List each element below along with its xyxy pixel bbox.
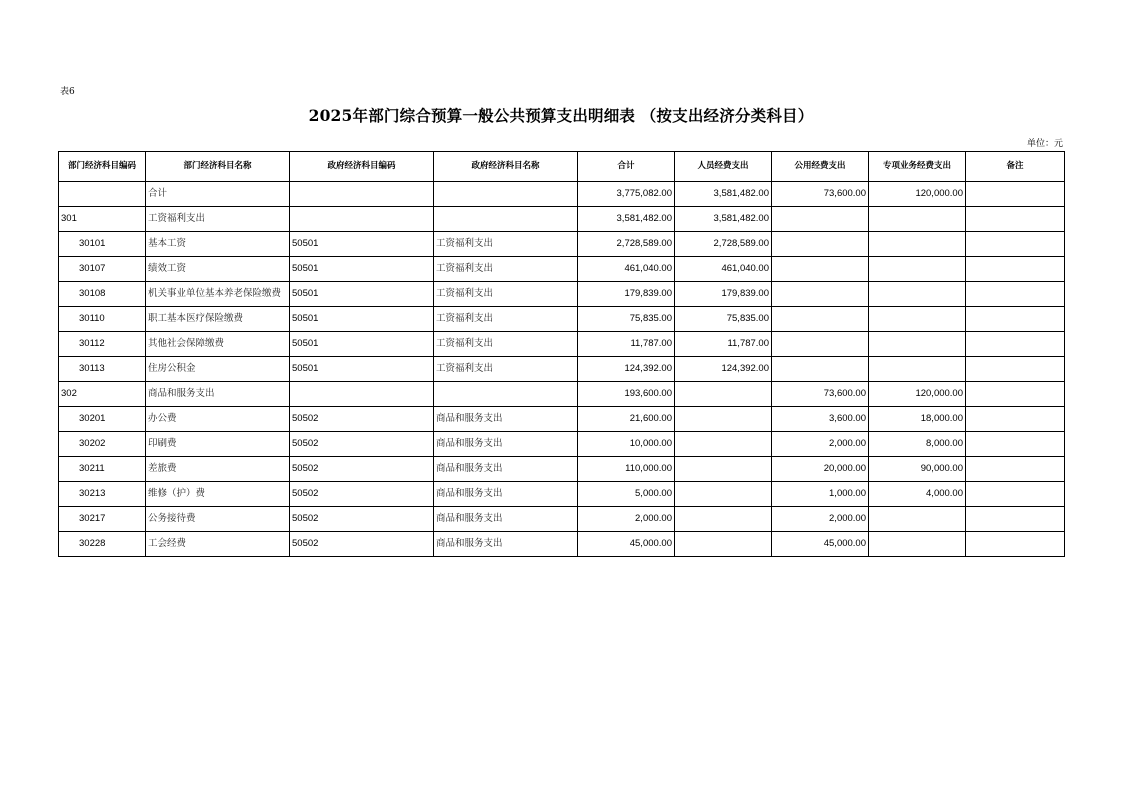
cell-public [772,307,869,332]
cell-dept-name: 合计 [146,182,290,207]
table-body [59,182,1065,557]
cell-gov-code: 50502 [290,507,434,532]
cell-gov-code: 50501 [290,357,434,382]
header-public: 公用经费支出 [772,152,869,182]
cell-gov-name: 工资福利支出 [434,307,578,332]
header-dept-code: 部门经济科目编码 [59,152,146,182]
cell-dept-name: 基本工资 [146,232,290,257]
cell-gov-name: 工资福利支出 [434,332,578,357]
cell-remark [966,382,1065,407]
cell-public [772,232,869,257]
cell-public: 73,600.00 [772,182,869,207]
cell-gov-name: 商品和服务支出 [434,457,578,482]
page-title: 2025年部门综合预算一般公共预算支出明细表 （按支出经济分类科目） [308,106,814,125]
cell-special [869,332,966,357]
cell-gov-code: 50501 [290,232,434,257]
table-row [59,207,1065,232]
cell-dept-name: 其他社会保障缴费 [146,332,290,357]
cell-gov-name: 商品和服务支出 [434,532,578,557]
table-row [59,482,1065,507]
cell-dept-code: 30213 [59,482,146,507]
cell-remark [966,457,1065,482]
cell-dept-name: 商品和服务支出 [146,382,290,407]
cell-remark [966,407,1065,432]
table-row [59,407,1065,432]
cell-gov-name [434,182,578,207]
cell-public: 2,000.00 [772,507,869,532]
cell-public [772,357,869,382]
cell-remark [966,232,1065,257]
cell-personnel [675,432,772,457]
cell-special [869,232,966,257]
cell-public [772,207,869,232]
header-gov-name: 政府经济科目名称 [434,152,578,182]
cell-total: 2,000.00 [578,507,675,532]
cell-special: 120,000.00 [869,182,966,207]
cell-total: 10,000.00 [578,432,675,457]
cell-personnel [675,407,772,432]
cell-remark [966,332,1065,357]
cell-dept-code: 302 [59,382,146,407]
cell-gov-name: 商品和服务支出 [434,507,578,532]
cell-dept-name: 工会经费 [146,532,290,557]
cell-special [869,532,966,557]
cell-dept-name: 维修（护）费 [146,482,290,507]
cell-total: 193,600.00 [578,382,675,407]
table-row [59,332,1065,357]
cell-dept-code [59,182,146,207]
cell-personnel: 2,728,589.00 [675,232,772,257]
cell-dept-code: 30228 [59,532,146,557]
cell-total: 5,000.00 [578,482,675,507]
table-row [59,507,1065,532]
table-row [59,357,1065,382]
cell-dept-name: 差旅费 [146,457,290,482]
cell-total: 45,000.00 [578,532,675,557]
cell-personnel [675,457,772,482]
cell-personnel: 3,581,482.00 [675,182,772,207]
cell-dept-code: 30201 [59,407,146,432]
cell-remark [966,432,1065,457]
cell-gov-code: 50501 [290,282,434,307]
cell-total: 461,040.00 [578,257,675,282]
cell-remark [966,257,1065,282]
table-number: 表6 [60,87,75,97]
cell-personnel: 75,835.00 [675,307,772,332]
cell-public: 73,600.00 [772,382,869,407]
cell-special [869,257,966,282]
cell-gov-code [290,207,434,232]
table-row [59,532,1065,557]
cell-special: 120,000.00 [869,382,966,407]
cell-gov-name: 商品和服务支出 [434,482,578,507]
header-special: 专项业务经费支出 [869,152,966,182]
cell-remark [966,207,1065,232]
cell-personnel [675,382,772,407]
cell-dept-code: 301 [59,207,146,232]
cell-personnel: 124,392.00 [675,357,772,382]
cell-dept-name: 住房公积金 [146,357,290,382]
cell-total: 2,728,589.00 [578,232,675,257]
cell-dept-name: 工资福利支出 [146,207,290,232]
cell-dept-code: 30113 [59,357,146,382]
cell-total: 3,775,082.00 [578,182,675,207]
cell-dept-name: 机关事业单位基本养老保险缴费 [146,282,290,307]
table-row [59,382,1065,407]
cell-personnel: 3,581,482.00 [675,207,772,232]
cell-special: 90,000.00 [869,457,966,482]
table-header-row [59,152,1065,182]
cell-gov-code [290,382,434,407]
expenditure-table [58,151,1065,557]
cell-dept-code: 30101 [59,232,146,257]
table-row [59,182,1065,207]
cell-gov-name: 工资福利支出 [434,357,578,382]
cell-personnel: 11,787.00 [675,332,772,357]
unit-label: 单位：元 [1026,139,1063,149]
cell-gov-name: 商品和服务支出 [434,407,578,432]
header-remark: 备注 [966,152,1065,182]
table-row [59,232,1065,257]
cell-gov-name: 工资福利支出 [434,232,578,257]
cell-public: 1,000.00 [772,482,869,507]
header-gov-code: 政府经济科目编码 [290,152,434,182]
cell-dept-code: 30217 [59,507,146,532]
cell-personnel [675,507,772,532]
cell-gov-name: 商品和服务支出 [434,432,578,457]
header-personnel: 人员经费支出 [675,152,772,182]
cell-special [869,507,966,532]
cell-special [869,357,966,382]
cell-total: 75,835.00 [578,307,675,332]
cell-remark [966,507,1065,532]
cell-special: 8,000.00 [869,432,966,457]
cell-dept-code: 30112 [59,332,146,357]
cell-dept-code: 30107 [59,257,146,282]
cell-gov-name: 工资福利支出 [434,257,578,282]
cell-public: 20,000.00 [772,457,869,482]
cell-total: 21,600.00 [578,407,675,432]
cell-public: 3,600.00 [772,407,869,432]
cell-dept-code: 30211 [59,457,146,482]
cell-special [869,282,966,307]
table-row [59,257,1065,282]
cell-total: 124,392.00 [578,357,675,382]
cell-special [869,207,966,232]
table-row [59,282,1065,307]
cell-remark [966,182,1065,207]
cell-dept-code: 30108 [59,282,146,307]
header-dept-name: 部门经济科目名称 [146,152,290,182]
cell-total: 3,581,482.00 [578,207,675,232]
cell-dept-name: 办公费 [146,407,290,432]
cell-total: 179,839.00 [578,282,675,307]
cell-special: 18,000.00 [869,407,966,432]
table-row [59,432,1065,457]
cell-total: 110,000.00 [578,457,675,482]
cell-gov-name [434,382,578,407]
cell-gov-code: 50502 [290,432,434,457]
cell-gov-code: 50501 [290,257,434,282]
cell-gov-code: 50502 [290,407,434,432]
cell-personnel [675,482,772,507]
cell-gov-code: 50502 [290,532,434,557]
cell-personnel: 179,839.00 [675,282,772,307]
cell-dept-name: 绩效工资 [146,257,290,282]
cell-remark [966,282,1065,307]
cell-dept-code: 30202 [59,432,146,457]
cell-dept-name: 职工基本医疗保险缴费 [146,307,290,332]
cell-remark [966,357,1065,382]
cell-public [772,332,869,357]
table-row [59,307,1065,332]
cell-public [772,282,869,307]
cell-gov-code: 50501 [290,332,434,357]
cell-remark [966,482,1065,507]
cell-special: 4,000.00 [869,482,966,507]
cell-remark [966,532,1065,557]
cell-remark [966,307,1065,332]
cell-gov-code: 50502 [290,457,434,482]
cell-special [869,307,966,332]
cell-dept-name: 公务接待费 [146,507,290,532]
cell-personnel [675,532,772,557]
cell-dept-code: 30110 [59,307,146,332]
cell-public [772,257,869,282]
cell-personnel: 461,040.00 [675,257,772,282]
cell-gov-name [434,207,578,232]
cell-gov-code [290,182,434,207]
cell-total: 11,787.00 [578,332,675,357]
header-total: 合计 [578,152,675,182]
cell-gov-code: 50501 [290,307,434,332]
cell-dept-name: 印刷费 [146,432,290,457]
table-row [59,457,1065,482]
cell-gov-name: 工资福利支出 [434,282,578,307]
cell-public: 45,000.00 [772,532,869,557]
cell-public: 2,000.00 [772,432,869,457]
cell-gov-code: 50502 [290,482,434,507]
